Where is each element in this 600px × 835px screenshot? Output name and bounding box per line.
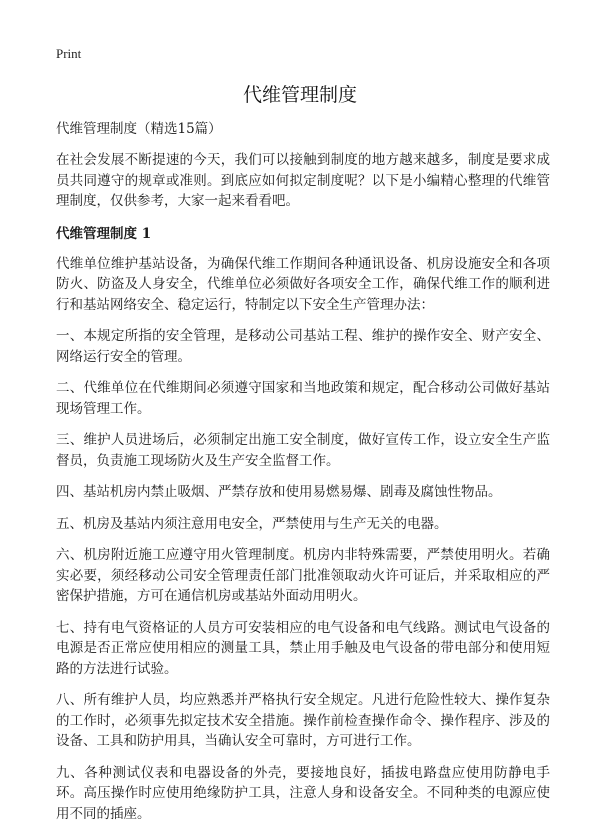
document-subtitle: 代维管理制度（精选15篇） [56, 121, 222, 137]
page-title: 代维管理制度 [242, 84, 357, 106]
body-paragraph: 一、本规定所指的安全管理，是移动公司基站工程、维护的操作安全、财产安全、网络运行安全的管理。 [56, 328, 550, 365]
body-paragraph: 九、各种测试仪表和电器设备的外壳，要接地良好，插拔电路盘应使用防静电手环。高压操作时应使用绝缘防护工具，注意人身和设备安全。不同种类的电源应使用不同的插座。 [56, 764, 550, 822]
body-paragraph: 五、机房及基站内须注意用电安全，严禁使用与生产无关的电器。 [56, 515, 448, 532]
body-paragraph: 七、持有电气资格证的人员方可安装相应的电气设备和电气线路。测试电气设备的电源是否正常应使用相应的测量工具，禁止用手触及电气设备的带电部分和使用短路的方法进行试验。 [56, 619, 550, 677]
body-paragraph: 八、所有维护人员，均应熟悉并严格执行安全规定。凡进行危险性较大、操作复杂的工作时，必须事先拟定技术安全措施。操作前检查操作命令、操作程序、涉及的设备、工具和防护用具，当确认安全可靠时，方可进行工作。 [56, 692, 550, 749]
body-paragraph: 四、基站机房内禁止吸烟、严禁存放和使用易燃易爆、剧毒及腐蚀性物品。 [56, 484, 502, 500]
body-paragraph: 三、维护人员进场后，必须制定出施工安全制度，做好宣传工作，设立安全生产监督员，负责施工现场防火及生产安全监督工作。 [56, 432, 550, 469]
document-body [56, 118, 550, 835]
body-paragraph: 六、机房附近施工应遵守用火管理制度。机房内非特殊需要，严禁使用明火。若确实必要，须经移动公司安全管理责任部门批准领取动火许可证后，并采取相应的严密保护措施，方可在通信机房或基站外面动用明火。 [56, 547, 550, 604]
intro-paragraph: 在社会发展不断提速的今天，我们可以接触到制度的地方越来越多，制度是要求成员共同遵守的规章或准则。到底应如何拟定制度呢？以下是小编精心整理的代维管理制度，仅供参考，大家一起来看看吧。 [56, 152, 550, 209]
body-paragraph: 二、代维单位在代维期间必须遵守国家和当地政策和规定，配合移动公司做好基站现场管理工作。 [56, 380, 550, 417]
section-heading: 代维管理制度 1 [56, 225, 152, 242]
body-paragraph: 代维单位维护基站设备，为确保代维工作期间各种通讯设备、机房设施安全和各项防火、防盗及人身安全，代维单位必须做好各项安全工作，确保代维工作的顺利进行和基站网络安全、稳定运行，特制定以下安全生产管理办法： [56, 255, 550, 313]
print-link[interactable]: Print [56, 46, 82, 61]
